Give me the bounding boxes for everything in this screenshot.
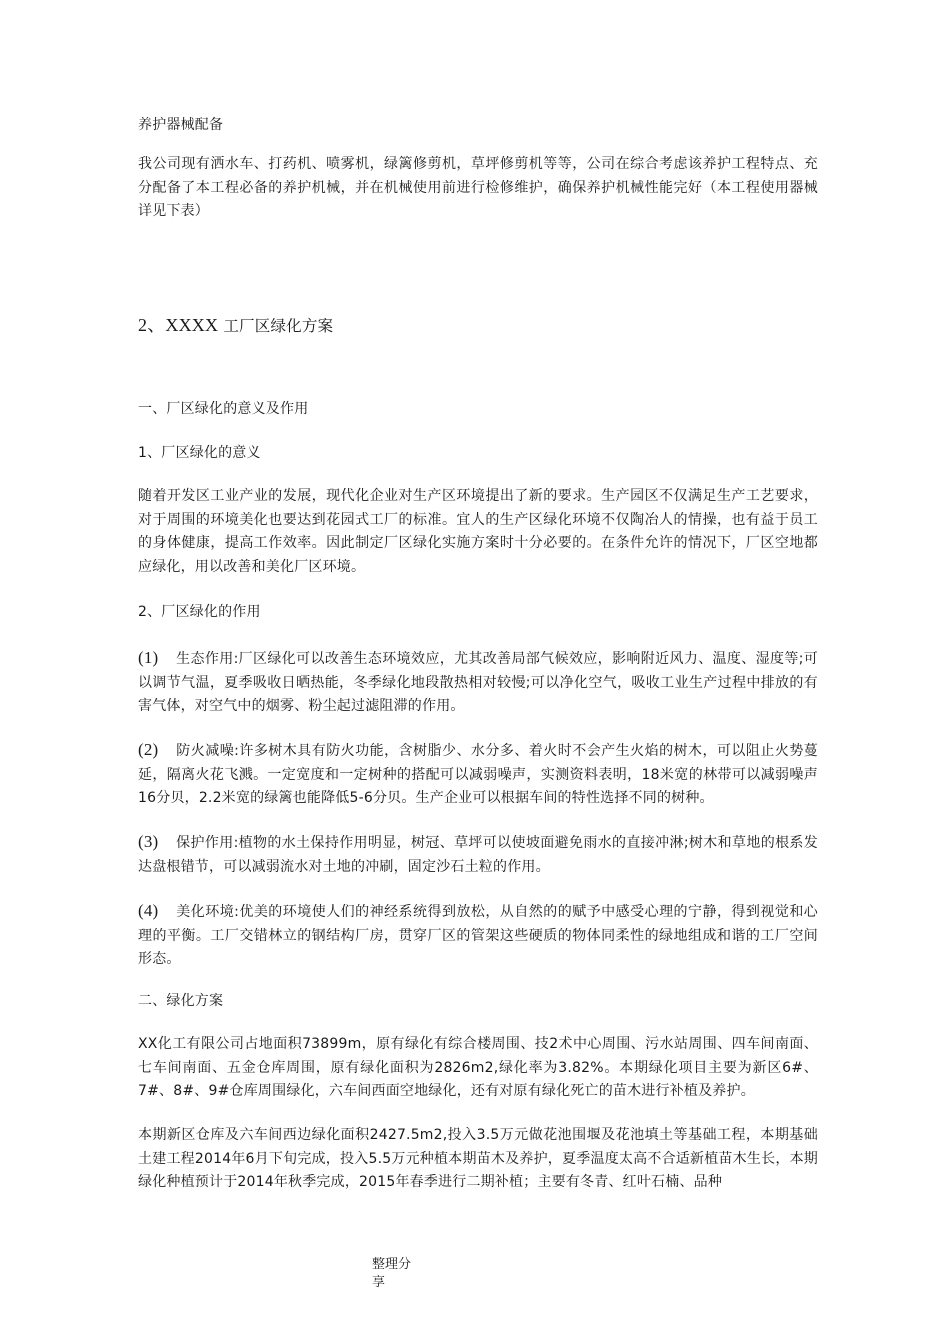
function-item-number: (3) — [138, 832, 159, 851]
function-item-text: 防火减噪:许多树木具有防火功能，含树脂少、水分多、着火时不会产生火焰的树木，可以阻止火势蔓延，隔离火花飞溅。一定宽度和一定树种的搭配可以减弱噪声，实测资料表明，18米宽的林带可以减弱噪声16分贝，2.2米宽的绿篱也能降低5-6分贝。生产企业可以根据车间的特性选择不同的树种。 — [138, 743, 818, 806]
function-item — [138, 899, 818, 972]
function-item-text: 生态作用:厂区绿化可以改善生态环境效应，尤其改善局部气候效应，影响附近风力、温度、湿度等;可以调节气温，夏季吸收日晒热能，冬季绿化地段散热相对较慢;可以净化空气，吸收工业生产过程中排放的有害气体，对空气中的烟雾、粉尘起过滤阻滞的作用。 — [138, 651, 818, 714]
subsection-1-paragraph: 随着开发区工业产业的发展，现代化企业对生产区环境提出了新的要求。生产园区不仅满足生产工艺要求，对于周围的环境美化也要达到花园式工厂的标准。宜人的生产区绿化环境不仅陶冶人的情操，也有益于员工的身体健康，提高工作效率。因此制定厂区绿化实施方案时十分必要的。在条件允许的情况下，厂区空地都应绿化，用以改善和美化厂区环境。 — [138, 488, 818, 575]
equip-paragraph: 我公司现有洒水车、打药机、喷雾机，绿篱修剪机，草坪修剪机等等，公司在综合考虑该养护工程特点、充分配备了本工程必备的养护机械，并在机械使用前进行检修维护，确保养护机械性能完好（本工程使用器械详见下表） — [138, 156, 818, 219]
function-item-number: (1) — [138, 648, 159, 667]
section-2-title: 工厂区绿化方案 — [223, 317, 334, 335]
part-2-paragraph-2: 本期新区仓库及六车间西边绿化面积2427.5m2,投入3.5万元做花池围堰及花池填土等基础工程，本期基础土建工程2014年6月下旬完成，投入5.5万元种植本期苗木及养护，夏季温度太高不合适新植苗木生长，本期绿化种植预计于2014年秋季完成，2015年春季进行二期补植；主要有冬青、红叶石楠、品种 — [138, 1127, 818, 1190]
section-2-number: 2、XXXX — [138, 315, 219, 335]
function-item — [138, 830, 818, 879]
function-item-text: 美化环境:优美的环境使人们的神经系统得到放松，从自然的的赋予中感受心理的宁静，得到视觉和心理的平衡。工厂交错林立的钢结构厂房，贯穿厂区的管架这些硬质的物体同柔性的绿地组成和谐的工厂空间形态。 — [138, 904, 818, 967]
function-item — [138, 738, 818, 811]
function-item-text: 保护作用:植物的水土保持作用明显，树冠、草坪可以使坡面避免雨水的直接冲淋;树木和草地的根系发达盘根错节，可以减弱流水对土地的冲刷，固定沙石土粒的作用。 — [138, 835, 818, 875]
subsection-2-heading: 2、厂区绿化的作用 — [138, 604, 261, 620]
part-2-heading: 二、绿化方案 — [138, 993, 224, 1009]
subsection-1-heading: 1、厂区绿化的意义 — [138, 445, 261, 461]
equip-heading: 养护器械配备 — [138, 117, 224, 133]
function-item — [138, 646, 818, 719]
section-2-heading — [138, 314, 818, 339]
page-footer: 整理分享 — [372, 1257, 412, 1290]
part-2-paragraph-1: XX化工有限公司占地面积73899m，原有绿化有综合楼周围、技2术中心周围、污水站周围、四车间南面、七车间南面、五金仓库周围，原有绿化面积为2826m2,绿化率为3.82%。本期绿化项目主要为新区6#、7#、8#、9#仓库周围绿化，六车间西面空地绿化，还有对原有绿化死亡的苗木进行补植及养护。 — [138, 1036, 818, 1099]
function-item-number: (4) — [138, 901, 159, 920]
part-1-heading: 一、厂区绿化的意义及作用 — [138, 401, 309, 417]
function-item-number: (2) — [138, 740, 159, 759]
